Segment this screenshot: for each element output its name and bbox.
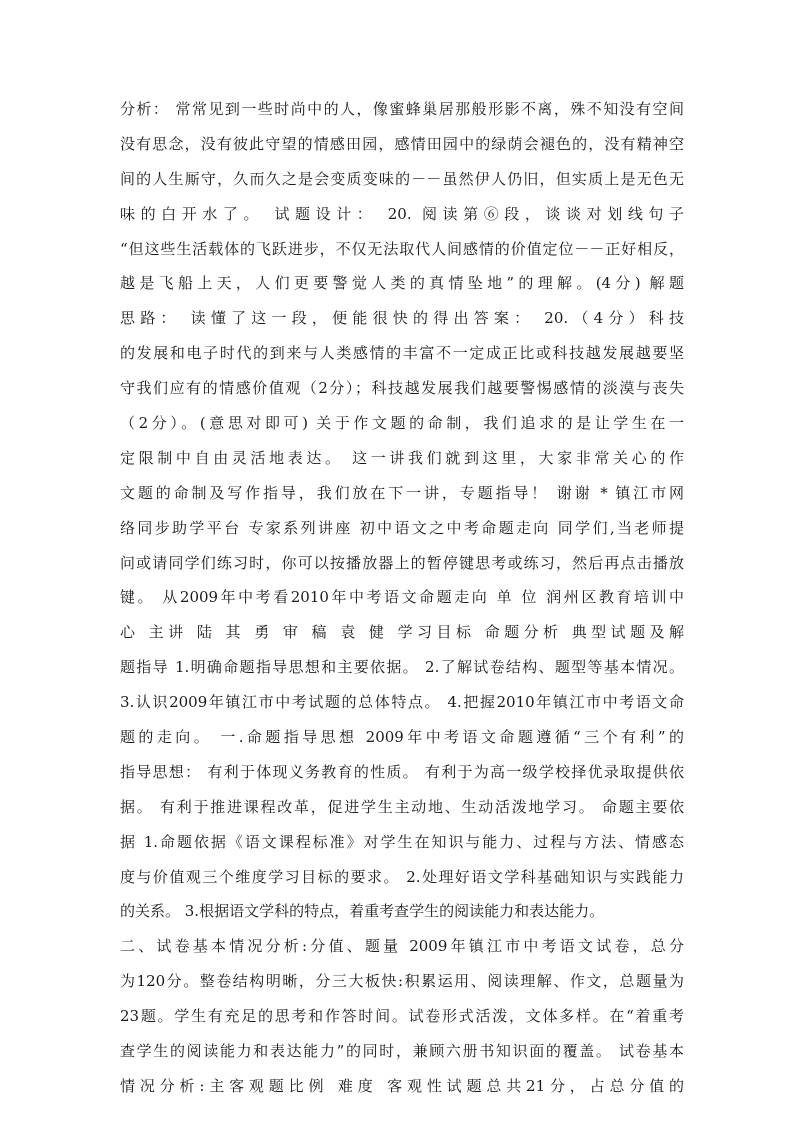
text-line: “但这些生活载体的飞跃进步，不仅无法取代人间感情的价值定位－－正好相反， <box>120 239 684 258</box>
text-line: 的发展和电子时代的到来与人类感情的丰富不一定成正比或科技越发展越要坚 <box>120 344 684 363</box>
text-line: 思路： 读懂了这一段，便能很快的得出答案： 20.（4分）科技 <box>120 309 684 328</box>
text-line: 守我们应有的情感价值观（2分）；科技越发展我们越要警惕感情的淡漠与丧失 <box>120 379 684 398</box>
text-line: 文题的命制及写作指导，我们放在下一讲，专题指导！ 谢谢 * 镇江市网 <box>120 483 684 502</box>
text-line: 据 1.命题依据《语文课程标准》对学生在知识与能力、过程与方法、情感态 <box>120 832 684 851</box>
text-line: 味的白开水了。 试题设计： 20. 阅读第⑥段，谈谈对划线句子 <box>120 204 684 223</box>
text-line: 越是飞船上天，人们更要警觉人类的真情坠地”的理解。(4分) 解题 <box>120 274 684 293</box>
text-line: 查学生的阅读能力和表达能力”的同时，兼顾六册书知识面的覆盖。 试卷基本 <box>120 1042 684 1061</box>
text-line: 间的人生厮守，久而久之是会变质变味的－－虽然伊人仍旧，但实质上是无色无 <box>120 169 684 188</box>
text-line: 题的走向。 一.命题指导思想 2009年中考语文命题遵循“三个有利”的 <box>120 728 684 747</box>
text-line: 心 主讲 陆 其 勇 审 稿 袁 健 学习目标 命题分析 典型试题及解 <box>120 623 684 642</box>
text-line: 定限制中自由灵活地表达。 这一讲我们就到这里，大家非常关心的作 <box>120 448 684 467</box>
text-line: （2分）。(意思对即可) 关于作文题的命制，我们追求的是让学生在一 <box>120 414 684 433</box>
text-line: 络同步助学平台 专家系列讲座 初中语文之中考命题走向 同学们,当老师提 <box>120 518 684 537</box>
text-line: 题指导 1.明确命题指导思想和主要依据。 2.了解试卷结构、题型等基本情况。 <box>120 658 684 677</box>
text-line: 问或请同学们练习时，你可以按播放器上的暂停键思考或练习，然后再点击播放 <box>120 553 684 572</box>
text-line: 没有思念，没有彼此守望的情感田园，感情田园中的绿荫会褪色的，没有精神空 <box>120 134 684 153</box>
text-line: 3.认识2009年镇江市中考试题的总体特点。 4.把握2010年镇江市中考语文命 <box>120 693 684 712</box>
text-line: 据。 有利于推进课程改革，促进学生主动地、生动活泼地学习。 命题主要依 <box>120 797 684 816</box>
text-line: 分析： 常常见到一些时尚中的人，像蜜蜂巢居那般形影不离，殊不知没有空间 <box>120 100 684 118</box>
text-line: 二、试卷基本情况分析:分值、题量 2009年镇江市中考语文试卷，总分 <box>120 937 684 956</box>
document-body <box>120 92 684 1104</box>
text-line: 情况分析:主客观题比例 难度 客观性试题总共21分，占总分值的 <box>120 1076 684 1095</box>
text-line: 为120分。整卷结构明晰，分三大板快:积累运用、阅读理解、作文，总题量为 <box>120 972 684 991</box>
text-line: 键。 从2009年中考看2010年中考语文命题走向 单 位 润州区教育培训中 <box>120 588 684 607</box>
text-line: 指导思想： 有利于体现义务教育的性质。 有利于为高一级学校择优录取提供依 <box>120 762 684 781</box>
text-line: 度与价值观三个维度学习目标的要求。 2.处理好语文学科基础知识与实践能力 <box>120 867 684 886</box>
text-line: 的关系。 3.根据语文学科的特点，着重考查学生的阅读能力和表达能力。 <box>120 902 605 921</box>
text-line: 23题。学生有充足的思考和作答时间。试卷形式活泼，文体多样。在“着重考 <box>120 1007 684 1026</box>
